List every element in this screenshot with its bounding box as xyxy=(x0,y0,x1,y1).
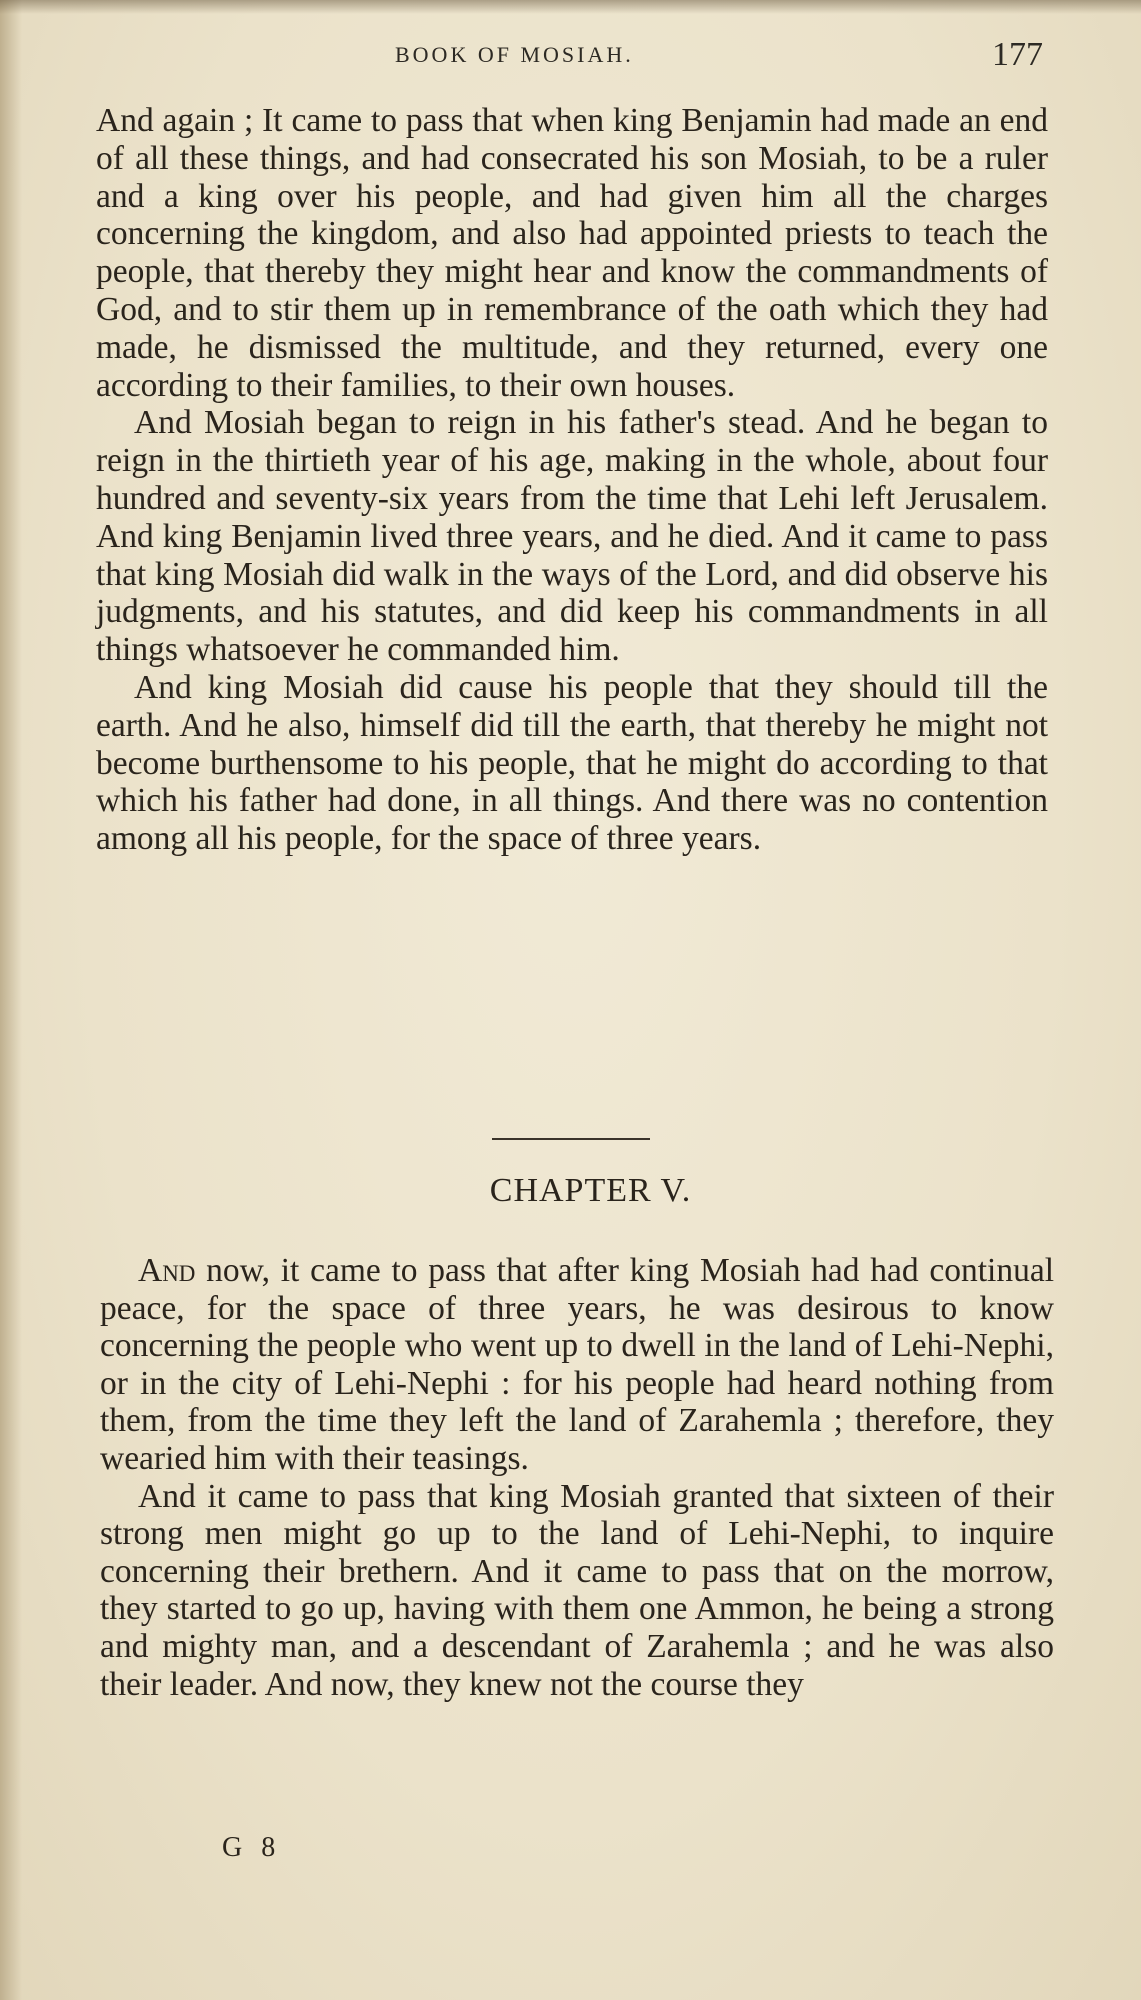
paragraph-continuation: now, it came to pass that after king Mosiah had had continual peace, for the space of three years, he was desirous to know concerning the people who went up to dwell in the land of Lehi-Nephi, or in the city of Lehi-Nephi : for his people had heard nothing from them, from the time they left the land of Zarahemla ; therefore, they wearied him with their teasings. xyxy=(100,1252,1054,1477)
running-title: BOOK OF MOSIAH. xyxy=(395,42,634,67)
paragraph: And it came to pass that king Mosiah granted that sixteen of their strong men might go up to the land of Lehi-Nephi, to inquire concerning their brethern. And it came to pass that on the morrow, they started to go up, having with them one Ammon, he being a strong and mighty man, and a descendant of Zarahemla ; and he was also their leader. And now, they knew not the course they xyxy=(100,1477,1054,1703)
paragraph xyxy=(100,1252,1054,1478)
page-number: 177 xyxy=(992,36,1043,73)
gutter-shadow xyxy=(0,0,22,2000)
paragraph: And king Mosiah did cause his people that they should till the earth. And he also, himself did till the earth, that thereby he might not become burthensome to his people, that he might do according to that which his father had done, in all things. And there was no contention among all his people, for the space of three years. xyxy=(96,668,1048,858)
body-text-section-2 xyxy=(100,1252,1054,1703)
body-text-section-1 xyxy=(96,102,1048,858)
chapter-lead-word: And xyxy=(138,1252,196,1289)
running-head xyxy=(0,36,1141,76)
signature-mark: G 8 xyxy=(222,1832,282,1863)
paragraph: And Mosiah began to reign in his father's stead. And he began to reign in the thirtieth year of his age, making in the whole, about four hundred and seventy-six years from the time that Lehi left Jerusalem. And king Benjamin lived three years, and he died. And it came to pass that king Mosiah did walk in the ways of the Lord, and did observe his judgments, and his statutes, and did keep his commandments in all things whatsoever he commanded him. xyxy=(96,404,1048,669)
chapter-heading: CHAPTER V. xyxy=(489,1172,692,1209)
paragraph: And again ; It came to pass that when king Benjamin had made an end of all these things, and had consecrated his son Mosiah, to be a ruler and a king over his people, and had given him all the charges concerning the kingdom, and also had appointed priests to teach the people, that thereby they might hear and know the commandments of God, and to stir them up in remembrance of the oath which they had made, he dismissed the multitude, and they returned, every one according to their families, to their own houses. xyxy=(96,102,1048,404)
page-top-edge xyxy=(0,0,1141,14)
section-divider-rule xyxy=(492,1138,650,1140)
